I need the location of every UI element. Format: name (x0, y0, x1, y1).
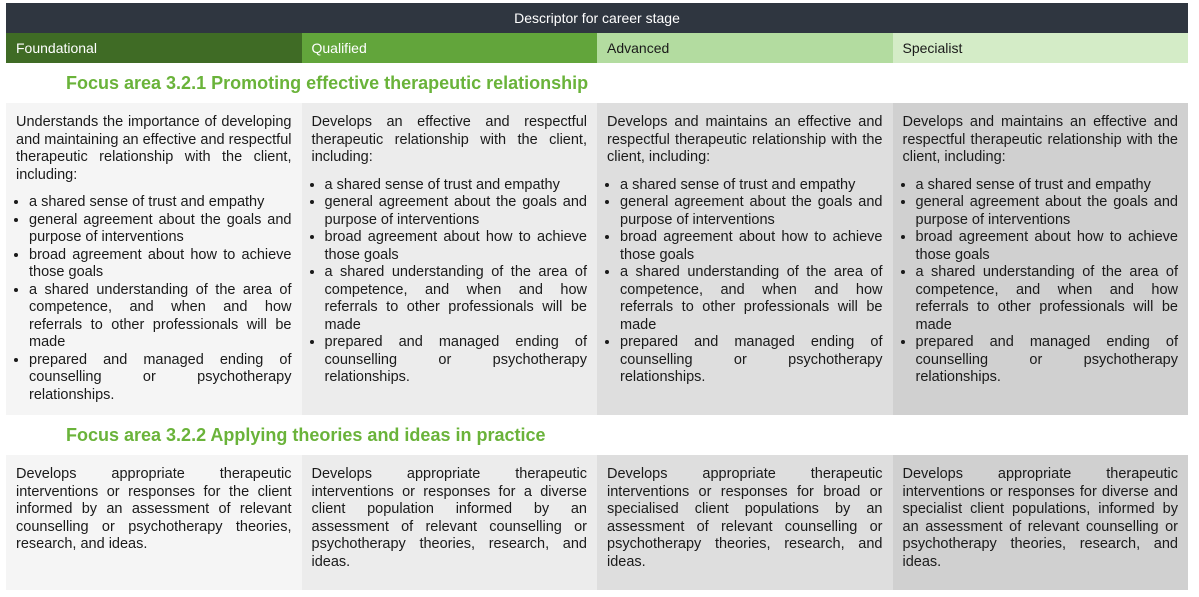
list-item: • general agreement about the goals and purpose of interventions (29, 212, 292, 247)
descriptor-intro: Develops and maintains an effective and respectful therapeutic relationship with the client, including: (902, 114, 1178, 165)
stage-qualified: Qualified (302, 33, 598, 63)
stage-advanced: Advanced (597, 33, 893, 63)
list-item: • prepared and managed ending of counselling or psychotherapy relationships. (916, 334, 1179, 387)
list-item: • broad agreement about how to achieve those goals (620, 229, 883, 264)
list-item: • broad agreement about how to achieve those goals (29, 247, 292, 282)
descriptor-cell-foundational (6, 455, 302, 590)
list-item: • a shared sense of trust and empathy (325, 177, 588, 195)
descriptor-cell-specialist (893, 103, 1189, 415)
descriptor-cell-advanced (597, 455, 893, 590)
descriptor-bullet-list (607, 177, 883, 387)
focus-area-row-3-2-2 (6, 455, 1188, 590)
descriptor-cell-foundational (6, 103, 302, 415)
list-item: • a shared sense of trust and empathy (620, 177, 883, 195)
descriptor-bullet-list (312, 177, 588, 387)
list-item: • a shared understanding of the area of competence, and when and how referrals to other professionals will be made (916, 264, 1179, 334)
list-item: • broad agreement about how to achieve those goals (325, 229, 588, 264)
descriptor-cell-advanced (597, 103, 893, 415)
list-item: • a shared sense of trust and empathy (29, 194, 292, 212)
list-item: • general agreement about the goals and purpose of interventions (620, 194, 883, 229)
focus-area-title-3-2-2: Focus area 3.2.2 Applying theories and ideas in practice (66, 425, 546, 445)
list-item: • general agreement about the goals and purpose of interventions (916, 194, 1179, 229)
descriptor-bullet-list (903, 177, 1179, 387)
career-stage-header-row (6, 33, 1188, 63)
descriptor-intro: Develops an effective and respectful therapeutic relationship with the client, including: (311, 114, 587, 165)
descriptor-cell-qualified (302, 455, 598, 590)
descriptor-cell-qualified (302, 103, 598, 415)
descriptor-text: Develops appropriate therapeutic interventions or responses for the client informed by an assessment of relevant counselling or psychotherapy theories, research, and ideas. (16, 466, 292, 552)
focus-area-row-3-2-1 (6, 103, 1188, 415)
descriptor-bullet-list (16, 194, 292, 404)
descriptor-text: Develops appropriate therapeutic interventions or responses for a diverse client population informed by an assessment of relevant counselling or psychotherapy theories, research, and ideas. (311, 466, 587, 570)
list-item: • a shared understanding of the area of competence, and when and how referrals to other professionals will be made (620, 264, 883, 334)
list-item: • broad agreement about how to achieve those goals (916, 229, 1179, 264)
stage-foundational: Foundational (6, 33, 302, 63)
list-item: • prepared and managed ending of counselling or psychotherapy relationships. (29, 352, 292, 405)
descriptor-text: Develops appropriate therapeutic interventions or responses for diverse and specialist client populations, informed by an assessment of relevant counselling or psychotherapy theories, research, and ideas. (902, 466, 1178, 570)
stage-specialist: Specialist (893, 33, 1189, 63)
list-item: • a shared sense of trust and empathy (916, 177, 1179, 195)
table-header-title: Descriptor for career stage (6, 3, 1188, 33)
list-item: • a shared understanding of the area of competence, and when and how referrals to other professionals will be made (325, 264, 588, 334)
descriptor-text: Develops appropriate therapeutic interventions or responses for broad or specialised client populations by an assessment of relevant counselling or psychotherapy theories, research, and ideas. (607, 466, 883, 570)
descriptor-intro: Develops and maintains an effective and respectful therapeutic relationship with the client, including: (607, 114, 883, 165)
list-item: • general agreement about the goals and purpose of interventions (325, 194, 588, 229)
descriptor-intro: Understands the importance of developing and maintaining an effective and respectful therapeutic relationship with the client, including: (16, 114, 292, 183)
focus-area-title-3-2-1: Focus area 3.2.1 Promoting effective therapeutic relationship (66, 73, 589, 93)
descriptor-cell-specialist (893, 455, 1189, 590)
list-item: • a shared understanding of the area of competence, and when and how referrals to other professionals will be made (29, 282, 292, 352)
list-item: • prepared and managed ending of counselling or psychotherapy relationships. (325, 334, 588, 387)
list-item: • prepared and managed ending of counselling or psychotherapy relationships. (620, 334, 883, 387)
